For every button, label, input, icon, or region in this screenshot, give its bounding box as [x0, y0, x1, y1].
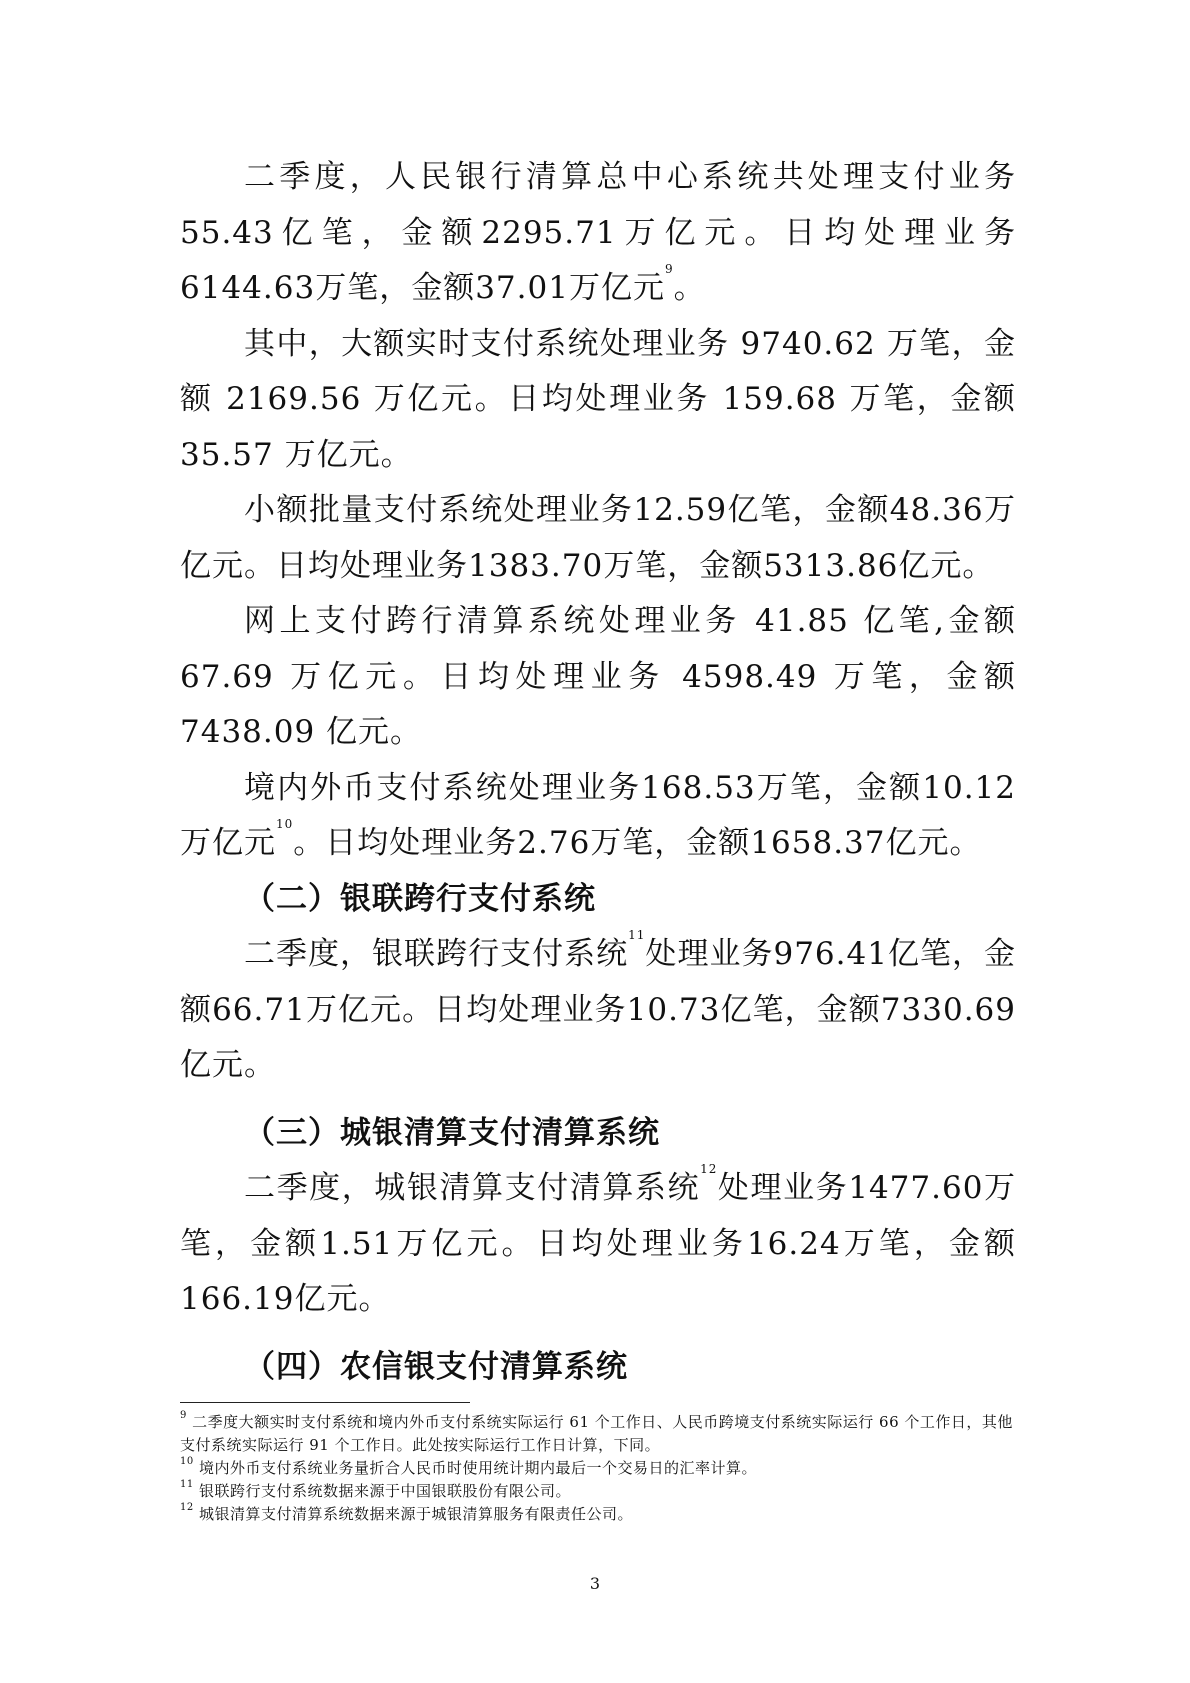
page-number: 3 [589, 1574, 601, 1593]
footnote-number: 10 [180, 1456, 194, 1467]
footnotes [180, 1402, 1016, 1526]
footnote-item [180, 1480, 1016, 1503]
paragraph-unionpay [180, 927, 1016, 1094]
paragraph-text: 二季度，银联跨行支付系统 [244, 936, 629, 972]
paragraph-foreign-currency [180, 761, 1016, 872]
footnote-item [180, 1411, 1016, 1457]
footnote-text: 境内外币支付系统业务量折合人民币时使用统计期内最后一个交易日的汇率计算。 [199, 1459, 758, 1477]
section-heading-unionpay: （二）银联跨行支付系统 [244, 880, 596, 917]
paragraph-text: 。 [673, 270, 706, 306]
footnote-text: 城银清算支付清算系统数据来源于城银清算服务有限责任公司。 [199, 1505, 634, 1523]
footnote-number: 9 [180, 1410, 187, 1421]
paragraph-text: 处理业务976.41亿笔，金额66.71万亿元。日均处理业务10.73亿笔，金额7330.69亿元。 [180, 936, 1016, 1083]
footnote-text: 二季度大额实时支付系统和境内外币支付系统实际运行 61 个工作日、人民币跨境支付系统实际运行 66 个工作日，其他支付系统实际运行 91 个工作日。此处按实际运行工作日计算，下同。 [180, 1413, 1013, 1454]
paragraph-beps: 小额批量支付系统处理业务12.59亿笔，金额48.36万亿元。日均处理业务1383.70万笔，金额5313.86亿元。 [180, 492, 1016, 584]
paragraph-text: 境内外币支付系统处理业务168.53万笔，金额10.12万亿元 [180, 769, 1016, 861]
paragraph-ibps: 网上支付跨行清算系统处理业务 41.85 亿笔,金额 67.69 万亿元。日均处理业务 4598.49 万笔，金额 7438.09 亿元。 [180, 603, 1016, 750]
section-heading-rural-credit: （四）农信银支付清算系统 [244, 1348, 628, 1385]
paragraph-city-bank [180, 1161, 1016, 1328]
footnote-divider [180, 1402, 470, 1403]
footnote-item [180, 1503, 1016, 1526]
paragraph-text: 处理业务1477.60万笔，金额1.51万亿元。日均处理业务16.24万笔，金额166.19亿元。 [180, 1170, 1016, 1317]
footnote-text: 银联跨行支付系统数据来源于中国银联股份有限公司。 [199, 1482, 572, 1500]
paragraph-text: 。日均处理业务2.76万笔，金额1658.37亿元。 [293, 825, 982, 861]
paragraph-text: 二季度，人民银行清算总中心系统共处理支付业务55.43亿笔，金额2295.71万亿元。日均处理业务6144.63万笔，金额37.01万亿元 [180, 159, 1016, 306]
paragraph-clearing-center-summary [180, 150, 1016, 317]
paragraph-text: 二季度，城银清算支付清算系统 [244, 1170, 701, 1206]
footnote-ref-12[interactable]: 12 [700, 1162, 718, 1176]
paragraph-hvps: 其中，大额实时支付系统处理业务 9740.62 万笔，金额 2169.56 万亿元。日均处理业务 159.68 万笔，金额 35.57 万亿元。 [180, 325, 1016, 473]
footnote-ref-11[interactable]: 11 [628, 928, 646, 942]
footnote-number: 11 [180, 1479, 194, 1490]
footnote-item [180, 1457, 1016, 1480]
footnote-ref-9[interactable]: 9 [664, 262, 674, 276]
footnote-ref-10[interactable]: 10 [276, 817, 294, 831]
section-heading-city-bank: （三）城银清算支付清算系统 [244, 1114, 660, 1151]
document-body [180, 150, 1016, 1395]
footnote-number: 12 [180, 1502, 194, 1513]
